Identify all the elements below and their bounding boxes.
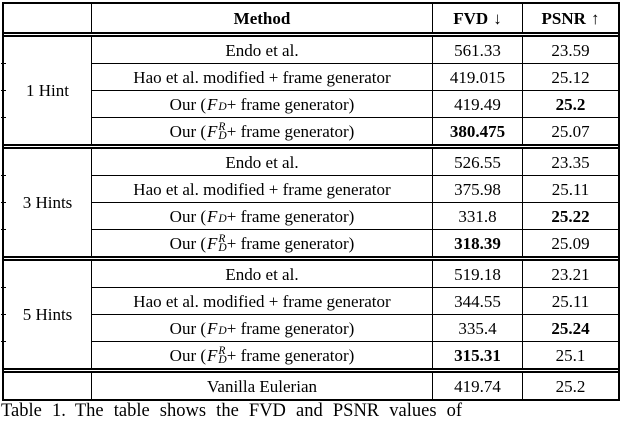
group-label: 1 Hint xyxy=(4,37,92,144)
method-cell: Our ( F D + frame generator) xyxy=(169,318,355,338)
method-cell: Hao et al. modified + frame generator xyxy=(133,179,391,199)
fvd-value: 331.8 xyxy=(432,203,522,229)
math-symbol xyxy=(206,122,227,141)
caption-text: The table shows the FVD and PSNR values of xyxy=(74,401,463,421)
header-group-cell xyxy=(4,4,92,32)
psnr-value: 25.2 xyxy=(522,91,618,117)
math-subscript: D xyxy=(218,325,227,338)
method-cell: Our ( F R D + frame generator) xyxy=(169,232,355,254)
psnr-value: 23.35 xyxy=(522,149,618,175)
table-row xyxy=(92,90,618,117)
math-base: F xyxy=(207,233,218,253)
table-row xyxy=(92,202,618,229)
psnr-value: 25.09 xyxy=(522,230,618,256)
header-fvd-label: FVD xyxy=(453,8,489,28)
math-scripts xyxy=(218,232,227,254)
table-caption xyxy=(1,401,622,422)
math-base: F xyxy=(207,121,218,141)
table-group xyxy=(4,256,618,368)
math-subscript: D xyxy=(218,130,227,142)
table-row xyxy=(92,229,618,256)
fvd-value: 380.475 xyxy=(432,118,522,144)
fvd-value: 375.98 xyxy=(432,176,522,202)
fvd-value: 419.015 xyxy=(432,64,522,90)
group-label: 5 Hints xyxy=(4,261,92,368)
math-base: F xyxy=(207,94,218,114)
psnr-value: 25.24 xyxy=(522,315,618,341)
table-row xyxy=(92,175,618,202)
psnr-value: 25.11 xyxy=(522,288,618,314)
table-row xyxy=(92,287,618,314)
header-psnr xyxy=(522,4,618,32)
table-row xyxy=(92,373,618,399)
fvd-value: 519.18 xyxy=(432,261,522,287)
psnr-value: 25.12 xyxy=(522,64,618,90)
math-superscript: R xyxy=(218,344,226,357)
group-label: 3 Hints xyxy=(4,149,92,256)
math-symbol xyxy=(206,208,227,225)
math-superscript: R xyxy=(218,120,226,133)
math-subscript: D xyxy=(218,213,227,226)
caption-tag: Table 1. xyxy=(1,401,66,421)
method-cell: Our ( F R D + frame generator) xyxy=(169,344,355,366)
math-symbol xyxy=(206,96,227,113)
method-cell: Hao et al. modified + frame generator xyxy=(133,67,391,87)
header-method: Method xyxy=(233,8,291,28)
psnr-value: 25.2 xyxy=(522,373,618,399)
table-row xyxy=(92,261,618,287)
up-arrow-icon: ↑ xyxy=(590,8,600,28)
method-cell: Vanilla Eulerian xyxy=(207,376,317,396)
table-group xyxy=(4,32,618,144)
table-row xyxy=(92,149,618,175)
method-cell: Endo et al. xyxy=(225,40,299,60)
table-footer xyxy=(4,368,618,399)
method-cell: Our ( F D + frame generator) xyxy=(169,206,355,226)
fvd-value: 419.74 xyxy=(432,373,522,399)
table-row xyxy=(92,314,618,341)
header-fvd xyxy=(432,4,522,32)
table-row xyxy=(92,37,618,63)
fvd-value: 526.55 xyxy=(432,149,522,175)
math-base: F xyxy=(207,206,218,226)
math-symbol xyxy=(206,320,227,337)
psnr-value: 25.1 xyxy=(522,342,618,368)
math-symbol xyxy=(206,234,227,253)
group-rows xyxy=(92,373,618,399)
math-subscript: D xyxy=(218,242,227,254)
fvd-value: 419.49 xyxy=(432,91,522,117)
math-base: F xyxy=(207,345,218,365)
header-psnr-label: PSNR xyxy=(541,8,586,28)
group-rows xyxy=(92,261,618,368)
fvd-value: 561.33 xyxy=(432,37,522,63)
math-superscript: R xyxy=(218,232,226,245)
method-cell: Our ( F D + frame generator) xyxy=(169,94,355,114)
math-subscript: D xyxy=(218,101,227,114)
group-label xyxy=(4,373,92,399)
down-arrow-icon: ↓ xyxy=(493,8,502,28)
fvd-value: 315.31 xyxy=(432,342,522,368)
math-scripts xyxy=(218,120,227,142)
group-rows xyxy=(92,37,618,144)
math-symbol xyxy=(206,346,227,365)
psnr-value: 23.21 xyxy=(522,261,618,287)
psnr-value: 25.11 xyxy=(522,176,618,202)
method-cell: Our ( F R D + frame generator) xyxy=(169,120,355,142)
group-rows xyxy=(92,149,618,256)
table-row xyxy=(92,63,618,90)
table-row xyxy=(92,341,618,368)
method-cell: Hao et al. modified + frame generator xyxy=(133,291,391,311)
math-scripts xyxy=(218,344,227,366)
fvd-value: 335.4 xyxy=(432,315,522,341)
method-cell: Endo et al. xyxy=(225,152,299,172)
fvd-value: 318.39 xyxy=(432,230,522,256)
results-table xyxy=(2,2,620,401)
table-row xyxy=(92,117,618,144)
table-group xyxy=(4,144,618,256)
psnr-value: 25.22 xyxy=(522,203,618,229)
method-cell: Endo et al. xyxy=(225,264,299,284)
fvd-value: 344.55 xyxy=(432,288,522,314)
math-base: F xyxy=(207,318,218,338)
table-header-row xyxy=(4,4,618,32)
psnr-value: 25.07 xyxy=(522,118,618,144)
psnr-value: 23.59 xyxy=(522,37,618,63)
math-subscript: D xyxy=(218,354,227,366)
